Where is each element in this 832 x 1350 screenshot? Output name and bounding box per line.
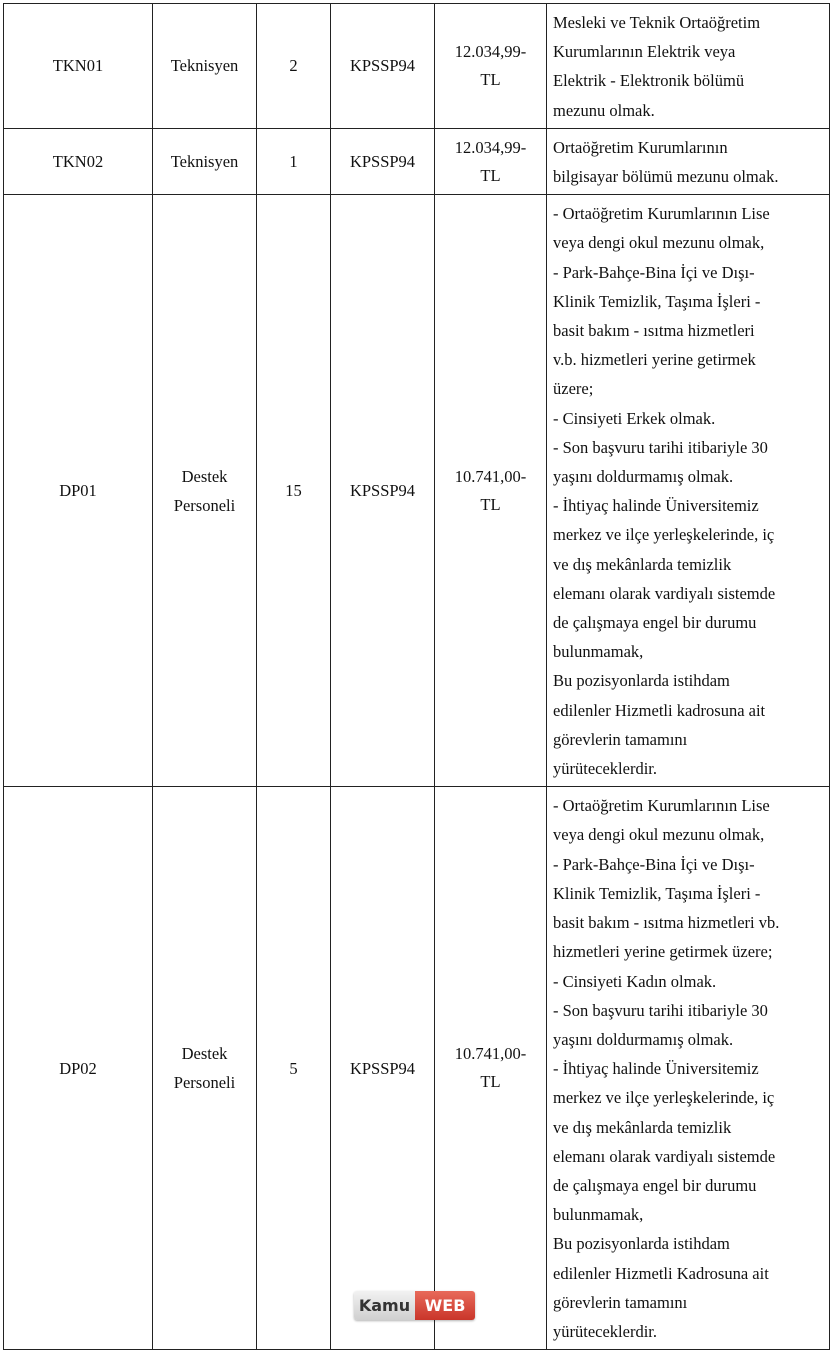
salary-line: TL — [480, 1072, 501, 1092]
requirement-line: - Park-Bahçe-Bina İçi ve Dışı- — [553, 262, 755, 282]
salary-line: TL — [480, 165, 501, 185]
requirement-line: yürüteceklerdir. — [553, 1321, 657, 1341]
requirement-line: merkez ve ilçe yerleşkelerinde, iç — [553, 525, 775, 545]
position-code-cell: DP01 — [4, 195, 153, 787]
salary-cell — [435, 128, 547, 194]
kamuweb-watermark-logo — [354, 1291, 475, 1320]
position-title-line: Personeli — [173, 1073, 236, 1093]
position-code-cell: DP02 — [4, 787, 153, 1350]
position-title-line: Teknisyen — [170, 151, 239, 171]
salary-line: 12.034,99- — [454, 41, 527, 61]
requirements-cell — [547, 195, 830, 787]
requirement-line: üzere; — [553, 379, 594, 399]
position-title-line: Destek — [181, 1044, 228, 1063]
table-row — [4, 128, 830, 194]
requirement-line: - Cinsiyeti Erkek olmak. — [553, 408, 716, 428]
watermark-right-text: WEB — [415, 1291, 475, 1320]
requirement-line: Klinik Temizlik, Taşıma İşleri - — [553, 883, 761, 903]
table-row — [4, 4, 830, 129]
salary-line: TL — [480, 494, 501, 514]
requirement-line: Ortaöğretim Kurumlarının — [553, 137, 728, 157]
requirement-line: elemanı olarak vardiyalı sistemde — [553, 1146, 776, 1166]
salary-cell — [435, 4, 547, 129]
requirement-line: Bu pozisyonlarda istihdam — [553, 1234, 730, 1254]
requirement-line: - Ortaöğretim Kurumlarının Lise — [553, 796, 770, 816]
requirement-line: Kurumlarının Elektrik veya — [553, 42, 736, 62]
requirement-line: ve dış mekânlarda temizlik — [553, 1117, 732, 1137]
requirement-line: Klinik Temizlik, Taşıma İşleri - — [553, 291, 761, 311]
position-code-cell: TKN01 — [4, 4, 153, 129]
position-count-cell: 5 — [257, 787, 331, 1350]
position-title-line: Personeli — [173, 495, 236, 515]
position-title-cell — [153, 128, 257, 194]
requirement-line: ve dış mekânlarda temizlik — [553, 554, 732, 574]
position-code-cell: TKN02 — [4, 128, 153, 194]
requirement-line: merkez ve ilçe yerleşkelerinde, iç — [553, 1088, 775, 1108]
requirement-line: mezunu olmak. — [553, 100, 655, 120]
watermark-left-text: Kamu — [354, 1291, 415, 1320]
requirement-line: elemanı olarak vardiyalı sistemde — [553, 583, 776, 603]
position-count-cell: 1 — [257, 128, 331, 194]
requirement-line: - Son başvuru tarihi itibariyle 30 — [553, 1000, 768, 1020]
salary-line: 10.741,00- — [454, 1044, 527, 1064]
position-title-cell — [153, 4, 257, 129]
score-type-cell: KPSSP94 — [331, 195, 435, 787]
positions-table — [3, 3, 830, 1350]
requirement-line: - Park-Bahçe-Bina İçi ve Dışı- — [553, 854, 755, 874]
requirement-line: yaşını doldurmamış olmak. — [553, 467, 734, 487]
position-count-cell: 2 — [257, 4, 331, 129]
requirement-line: veya dengi okul mezunu olmak, — [553, 233, 765, 253]
requirement-line: edilenler Hizmetli kadrosuna ait — [553, 700, 766, 720]
salary-cell — [435, 195, 547, 787]
requirement-line: - İhtiyaç halinde Üniversitemiz — [553, 1059, 759, 1079]
requirement-line: de çalışmaya engel bir durumu — [553, 613, 757, 633]
requirements-cell — [547, 128, 830, 194]
requirement-line: basit bakım - ısıtma hizmetleri vb. — [553, 913, 780, 933]
requirement-line: hizmetleri yerine getirmek üzere; — [553, 942, 773, 962]
requirement-line: v.b. hizmetleri yerine getirmek — [553, 350, 756, 370]
requirement-line: de çalışmaya engel bir durumu — [553, 1175, 757, 1195]
requirement-line: Elektrik - Elektronik bölümü — [553, 71, 745, 91]
requirement-line: Bu pozisyonlarda istihdam — [553, 671, 730, 691]
table-row — [4, 195, 830, 787]
requirements-cell — [547, 787, 830, 1350]
requirement-line: yaşını doldurmamış olmak. — [553, 1029, 734, 1049]
score-type-cell: KPSSP94 — [331, 4, 435, 129]
position-count-cell: 15 — [257, 195, 331, 787]
requirement-line: yürüteceklerdir. — [553, 759, 657, 779]
positions-table-body — [4, 4, 830, 1350]
salary-line: 10.741,00- — [454, 466, 527, 486]
salary-line: TL — [480, 69, 501, 89]
position-title-cell — [153, 787, 257, 1350]
requirement-line: - İhtiyaç halinde Üniversitemiz — [553, 496, 759, 516]
requirement-line: görevlerin tamamını — [553, 729, 688, 749]
score-type-cell: KPSSP94 — [331, 787, 435, 1350]
requirement-line: - Son başvuru tarihi itibariyle 30 — [553, 437, 768, 457]
requirement-line: - Ortaöğretim Kurumlarının Lise — [553, 204, 770, 224]
position-title-cell — [153, 195, 257, 787]
requirement-line: - Cinsiyeti Kadın olmak. — [553, 971, 717, 991]
requirement-line: edilenler Hizmetli Kadrosuna ait — [553, 1263, 769, 1283]
salary-cell — [435, 787, 547, 1350]
position-title-line: Destek — [181, 466, 228, 486]
requirements-cell — [547, 4, 830, 129]
requirement-line: görevlerin tamamını — [553, 1292, 688, 1312]
requirement-line: bulunmamak, — [553, 642, 644, 662]
position-title-line: Teknisyen — [170, 56, 239, 76]
requirement-line: bulunmamak, — [553, 1205, 644, 1225]
requirement-line: veya dengi okul mezunu olmak, — [553, 825, 765, 845]
requirement-line: bilgisayar bölümü mezunu olmak. — [553, 167, 779, 187]
score-type-cell: KPSSP94 — [331, 128, 435, 194]
table-row — [4, 787, 830, 1350]
requirement-line: basit bakım - ısıtma hizmetleri — [553, 321, 755, 341]
requirement-line: Mesleki ve Teknik Ortaöğretim — [553, 13, 761, 32]
salary-line: 12.034,99- — [454, 137, 527, 157]
